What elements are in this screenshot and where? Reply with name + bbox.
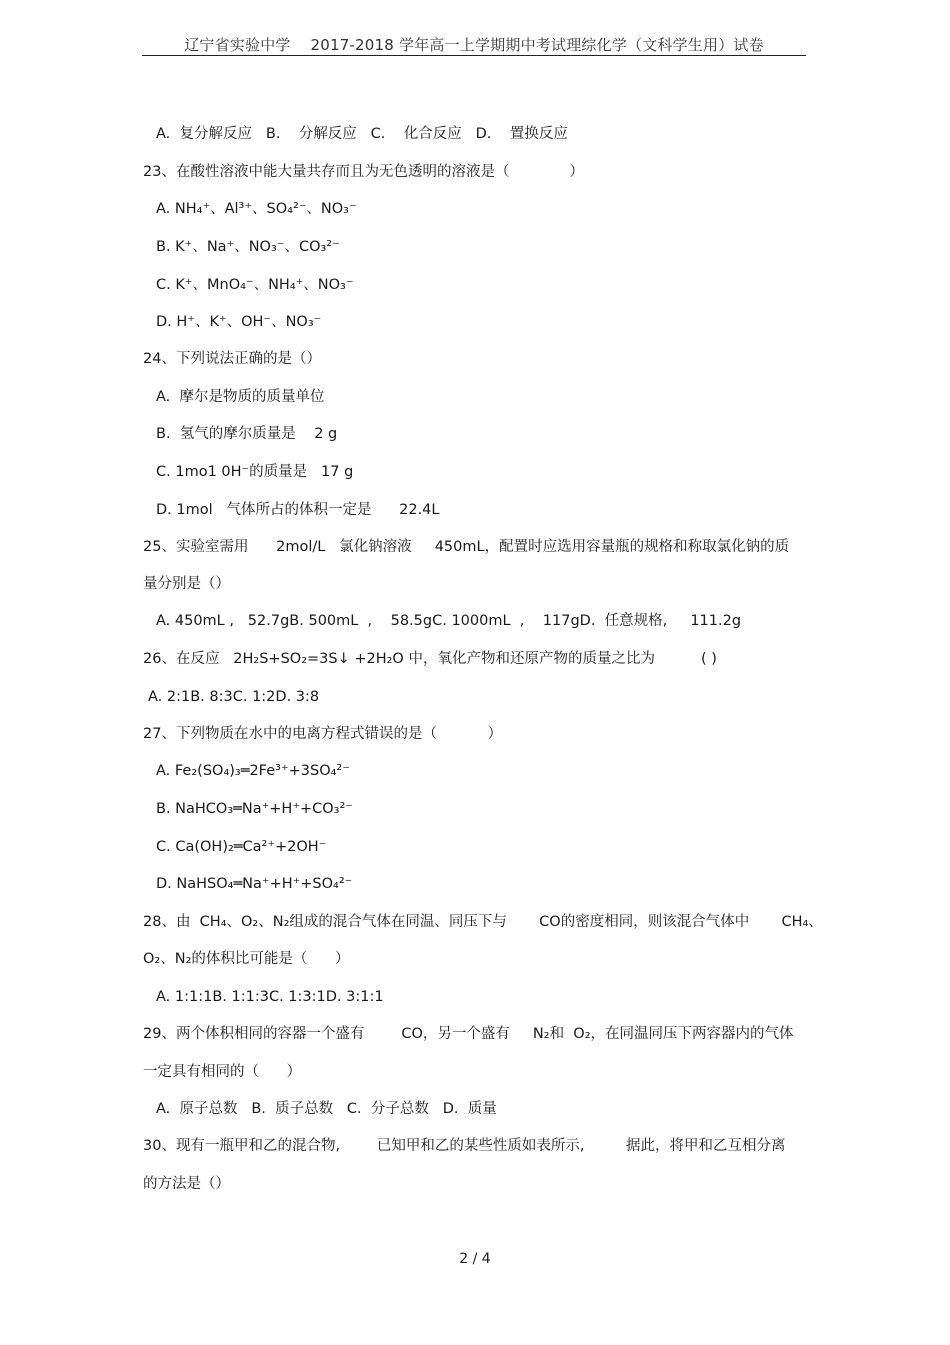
q29-stem-line2: 一定具有相同的（ ） [143,1064,302,1080]
page-number: 2 / 4 [459,1251,491,1267]
q27-stem: 27、下列物质在水中的电离方程式错误的是（ ） [143,726,503,742]
q27-option-d: D. NaHSO₄═Na⁺+H⁺+SO₄²⁻ [156,876,353,892]
q26-options: A. 2:1B. 8:3C. 1:2D. 3:8 [148,689,320,705]
header-divider [142,55,806,56]
q23-option-a: A. NH₄⁺、Al³⁺、SO₄²⁻、NO₃⁻ [156,201,357,217]
q24-option-c: C. 1mo1 0H⁻的质量是 17 g [156,464,354,480]
q23-option-b: B. K⁺、Na⁺、NO₃⁻、CO₃²⁻ [156,239,340,255]
q27-option-a: A. Fe₂(SO₄)₃═2Fe³⁺+3SO₄²⁻ [156,763,350,779]
q23-option-c: C. K⁺、MnO₄⁻、NH₄⁺、NO₃⁻ [156,277,354,293]
q26-stem: 26、在反应 2H₂S+SO₂=3S↓ +2H₂O 中，氧化产物和还原产物的质量之比为 ( ) [143,651,717,667]
q28-options: A. 1:1:1B. 1:1:3C. 1:3:1D. 3:1:1 [156,989,384,1005]
q27-option-b: B. NaHCO₃═Na⁺+H⁺+CO₃²⁻ [156,801,353,817]
q29-options: A. 原子总数 B. 质子总数 C. 分子总数 D. 质量 [156,1101,497,1117]
q30-stem-line2: 的方法是（） [143,1176,230,1192]
q24-option-b: B. 氢气的摩尔质量是 2 g [156,426,338,442]
q24-option-d: D. 1mol 气体所占的体积一定是 22.4L [156,502,440,518]
q24-option-a: A. 摩尔是物质的质量单位 [156,389,325,405]
q30-stem-line1: 30、现有一瓶甲和乙的混合物, 已知甲和乙的某些性质如表所示, 据此，将甲和乙互相分离 [143,1138,786,1154]
q23-stem: 23、在酸性溶液中能大量共存而且为无色透明的溶液是（ ） [143,164,584,180]
q28-stem-line2: O₂、N₂的体积比可能是（ ） [143,951,350,967]
q28-stem-line1: 28、由 CH₄、O₂、N₂组成的混合气体在同温、同压下与 CO的密度相同，则该混合气体中 CH₄、 [143,914,823,930]
q25-stem-line1: 25、实验室需用 2mol/L 氯化钠溶液 450mL，配置时应选用容量瓶的规格和称取氯化钠的质 [143,539,790,555]
q23-option-d: D. H⁺、K⁺、OH⁻、NO₃⁻ [156,314,322,330]
q22-options: A. 复分解反应 B. 分解反应 C. 化合反应 D. 置换反应 [156,126,568,142]
q29-stem-line1: 29、两个体积相同的容器一个盛有 CO，另一个盛有 N₂和 O₂，在同温同压下两容器内的气体 [143,1026,794,1042]
page-header: 辽宁省实验中学 2017-2018 学年高一上学期期中考试理综化学（文科学生用）试卷 [184,36,764,54]
q27-option-c: C. Ca(OH)₂═Ca²⁺+2OH⁻ [156,839,327,855]
q24-stem: 24、下列说法正确的是（） [143,351,321,367]
q25-stem-line2: 量分别是（） [143,576,230,592]
q25-options: A. 450mL , 52.7gB. 500mL , 58.5gC. 1000mL , 117gD. 任意规格, 111.2g [156,613,742,629]
